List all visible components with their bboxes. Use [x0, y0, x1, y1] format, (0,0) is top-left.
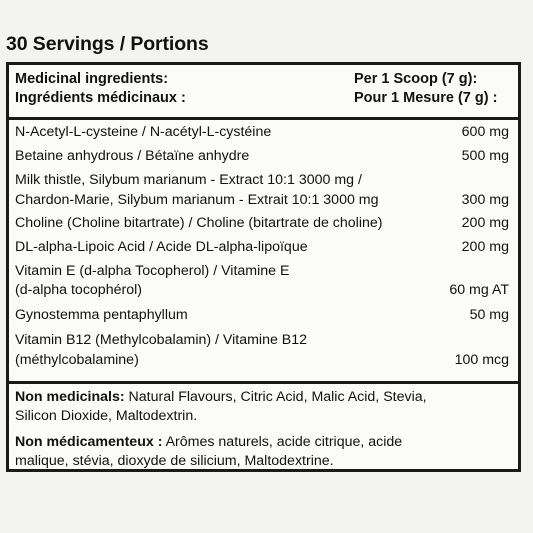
ingredient-amount: 300 mg	[461, 192, 509, 208]
ingredient-row-vitamin-b12	[15, 331, 509, 369]
ingredient-name: Betaine anhydrous / Bétaïne anhydre	[15, 148, 250, 164]
non-medicinal-fr-line-2: malique, stévia, dioxyde de silicium, Maltodextrine.	[15, 453, 334, 469]
non-medicinal-en-line-1	[15, 388, 512, 407]
ingredient-row-vitamin-e	[15, 262, 509, 300]
ingredient-row-nac	[15, 123, 509, 141]
ingredient-name-line-2: (méthylcobalamine)	[15, 352, 139, 368]
ingredient-row-choline	[15, 214, 509, 232]
ingredient-row-gynostemma	[15, 306, 509, 324]
header-serving-en: Per 1 Scoop (7 g):	[354, 71, 478, 87]
header-ingredients-en: Medicinal ingredients:	[15, 71, 169, 87]
ingredient-amount: 50 mg	[469, 307, 509, 323]
ingredient-name: Choline (Choline bitartrate) / Choline (bitartrate de choline)	[15, 215, 383, 231]
ingredient-row-betaine	[15, 147, 509, 165]
ingredient-name-line-1: Vitamin E (d-alpha Tocopherol) / Vitamine E	[15, 263, 290, 279]
non-medicinal-en-text-1: Natural Flavours, Citric Acid, Malic Acid, Stevia,	[124, 389, 427, 405]
ingredient-amount: 200 mg	[461, 239, 509, 255]
panel-header	[9, 65, 518, 120]
non-medicinal-section	[9, 381, 518, 469]
ingredient-row-milk-thistle	[15, 171, 509, 209]
ingredient-name-line-2: Chardon-Marie, Silybum marianum - Extrait 10:1 3000 mg	[15, 192, 379, 208]
non-medicinal-fr-line-1	[15, 433, 512, 452]
ingredient-name: N-Acetyl-L-cysteine / N-acétyl-L-cystéine	[15, 124, 272, 140]
ingredient-amount: 600 mg	[461, 124, 509, 140]
ingredient-name: Gynostemma pentaphyllum	[15, 307, 188, 323]
non-medicinal-fr-label: Non médicamenteux :	[15, 434, 163, 450]
non-medicinal-en-label: Non medicinals:	[15, 389, 125, 405]
ingredient-amount: 200 mg	[461, 215, 509, 231]
ingredient-name-line-2: (d-alpha tocophérol)	[15, 282, 142, 298]
supplement-facts-panel	[6, 62, 521, 472]
non-medicinal-fr-text-1: Arômes naturels, acide citrique, acide	[162, 434, 403, 450]
servings-title: 30 Servings / Portions	[6, 33, 209, 55]
non-medicinal-en-line-2: Silicon Dioxide, Maltodextrin.	[15, 408, 198, 424]
ingredient-name: DL-alpha-Lipoic Acid / Acide DL-alpha-lipoïque	[15, 239, 308, 255]
ingredient-amount: 60 mg AT	[449, 282, 509, 298]
header-serving-fr: Pour 1 Mesure (7 g) :	[354, 90, 498, 106]
header-ingredients-fr: Ingrédients médicinaux :	[15, 90, 186, 106]
ingredient-row-lipoic-acid	[15, 238, 509, 256]
ingredient-name-line-1: Vitamin B12 (Methylcobalamin) / Vitamine B12	[15, 332, 308, 348]
ingredient-name-line-1: Milk thistle, Silybum marianum - Extract 10:1 3000 mg /	[15, 172, 362, 188]
ingredient-amount: 500 mg	[461, 148, 509, 164]
ingredient-amount: 100 mcg	[454, 352, 509, 368]
